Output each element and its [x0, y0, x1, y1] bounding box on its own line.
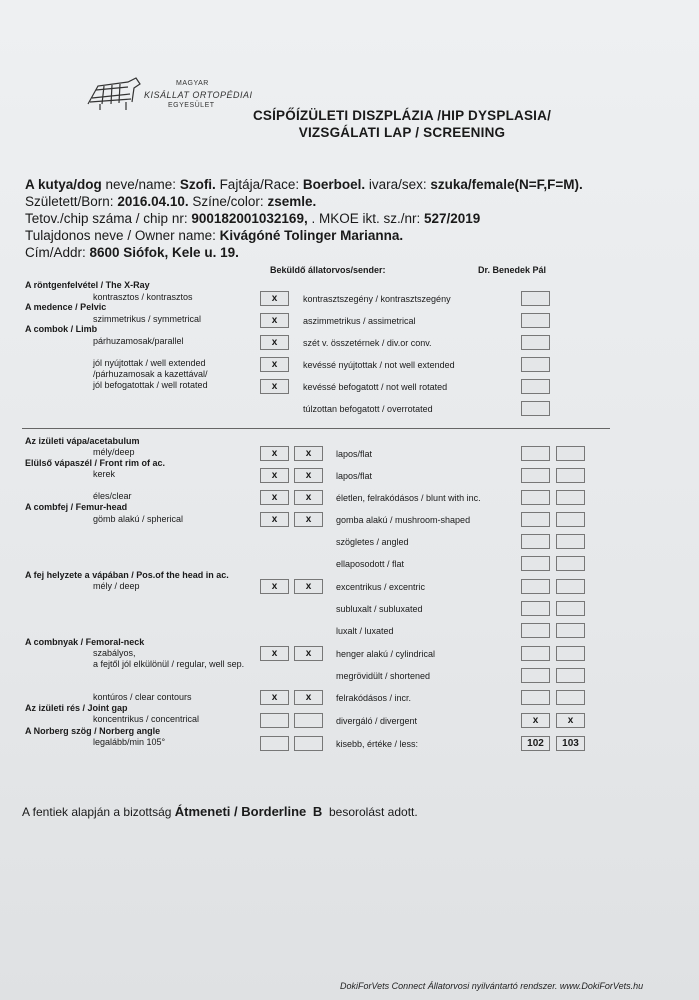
extended-sub-label: /párhuzamosak a kazettával/	[93, 369, 208, 379]
reviewer-box-symmetric[interactable]	[521, 313, 550, 328]
rev-sublux-left[interactable]	[521, 601, 550, 616]
conclusion-line	[22, 804, 418, 819]
logo-text-line1: MAGYAR	[176, 80, 209, 87]
address: 8600 Siófok, Kele u. 19.	[89, 245, 239, 260]
rev-ecc-left[interactable]	[521, 579, 550, 594]
excentric-label: excentrikus / excentric	[336, 582, 426, 592]
divergent-label: szét v. összetérnek / div.or conv.	[303, 338, 432, 348]
clear-contours-label: kontúros / clear contours	[93, 692, 192, 702]
flat-label: lapos/flat	[336, 449, 373, 459]
owner-line	[25, 228, 403, 243]
front-rim-heading: Elülső vápaszél / Front rim of ac.	[25, 458, 166, 468]
chip-label: Tetov./chip száma / chip nr:	[25, 211, 192, 226]
rev-blunt-left[interactable]	[521, 490, 550, 505]
angled-label: szögletes / angled	[336, 537, 409, 547]
chip-line	[25, 211, 480, 226]
footer-text: DokiForVets Connect Állatorvosi nyilvántartó rendszer. www.DokiForVets.hu	[340, 981, 644, 991]
dog-info-line	[25, 177, 583, 192]
norberg-value-right[interactable]: 103	[556, 736, 585, 751]
checkbox-rotated[interactable]: x	[260, 379, 289, 394]
flattened-label: ellaposodott / flat	[336, 559, 405, 569]
reviewer-box-extended[interactable]	[521, 357, 550, 372]
checkbox-contours-left[interactable]: x	[260, 690, 289, 705]
acetabulum-heading: Az izületi vápa/acetabulum	[25, 436, 140, 446]
rev-incr-left[interactable]	[521, 690, 550, 705]
rev-mush-right[interactable]	[556, 512, 585, 527]
clear-label: éles/clear	[93, 491, 132, 501]
checkbox-round-right[interactable]: x	[294, 468, 323, 483]
rev-divergent-right[interactable]: x	[556, 713, 585, 728]
checkbox-deep-left[interactable]: x	[260, 446, 289, 461]
reviewer-box-parallel[interactable]	[521, 335, 550, 350]
deep-label: mély/deep	[93, 447, 135, 457]
dog-sex: szuka/female(N=F,F=M).	[430, 177, 583, 192]
mushroom-label: gomba alakú / mushroom-shaped	[336, 515, 471, 525]
rotated-label: jól befogatottak / well rotated	[93, 380, 208, 390]
checkbox-deep-right[interactable]: x	[294, 446, 323, 461]
address-line	[25, 245, 239, 260]
femur-head-heading: A combfej / Femur-head	[25, 502, 128, 512]
joint-gap-heading: Az izületi rés / Joint gap	[25, 703, 128, 713]
rev-ecc-right[interactable]	[556, 579, 585, 594]
born-label: Született/Born:	[25, 194, 118, 209]
reviewer-box-overrotated[interactable]	[521, 401, 550, 416]
rev-flattened-left[interactable]	[521, 556, 550, 571]
femoral-neck-heading: A combnyak / Femoral-neck	[25, 637, 145, 647]
position-deep-label: mély / deep	[93, 581, 140, 591]
mkoe-number: 527/2019	[423, 211, 481, 226]
luxated-label: luxalt / luxated	[336, 626, 394, 636]
subluxated-label: subluxalt / subluxated	[336, 604, 423, 614]
xray-heading: A röntgenfelvétel / The X-Ray	[25, 280, 150, 290]
rev-flat-right[interactable]	[556, 446, 585, 461]
parallel-label: párhuzamosak/parallel	[93, 336, 184, 346]
norberg-less-label: kisebb, értéke / less:	[336, 739, 419, 749]
rev-mush-left[interactable]	[521, 512, 550, 527]
sender-column-header: Beküldő állatorvos/sender:	[270, 265, 386, 275]
dog-logo-icon	[84, 74, 144, 114]
logo-text-line3: EGYESÜLET	[168, 102, 215, 109]
checkbox-contrast[interactable]: x	[260, 291, 289, 306]
checkbox-gap-right[interactable]	[294, 713, 323, 728]
rev-flattened-right[interactable]	[556, 556, 585, 571]
dog-label: A kutya/dog	[25, 177, 102, 192]
rev-short-right[interactable]	[556, 668, 585, 683]
logo-text-line2: KISÁLLAT ORTOPÉDIAI	[144, 90, 253, 100]
mkoe-label: . MKOE ikt. sz./nr:	[307, 211, 424, 226]
checkbox-gap-left[interactable]	[260, 713, 289, 728]
reviewer-box-contrast[interactable]	[521, 291, 550, 306]
checkbox-norberg-left[interactable]	[260, 736, 289, 751]
born-date: 2016.04.10.	[117, 194, 189, 209]
name-label: neve/name:	[101, 177, 180, 192]
form-title-line2: VIZSGÁLATI LAP / SCREENING	[298, 125, 506, 140]
rev-flat-left[interactable]	[521, 446, 550, 461]
rev-short-left[interactable]	[521, 668, 550, 683]
extended-label: jól nyújtottak / well extended	[93, 358, 206, 368]
dog-race: Boerboel.	[302, 177, 366, 192]
concentric-label: koncentrikus / concentrical	[93, 714, 200, 724]
rev-angled-left[interactable]	[521, 534, 550, 549]
rev-rim-right[interactable]	[556, 468, 585, 483]
born-line	[25, 194, 316, 209]
rev-rim-left[interactable]	[521, 468, 550, 483]
low-contrast-label: kontrasztszegény / kontrasztszegény	[303, 294, 451, 304]
rev-angled-right[interactable]	[556, 534, 585, 549]
conclusion-suffix: besorolást adott.	[328, 805, 418, 819]
incr-label: felrakódásos / incr.	[336, 693, 412, 703]
checkbox-position-left[interactable]: x	[260, 579, 289, 594]
rim-flat-label: lapos/flat	[336, 471, 373, 481]
norberg-heading: A Norberg szög / Norberg angle	[25, 726, 161, 736]
checkbox-extended[interactable]: x	[260, 357, 289, 372]
spherical-label: gömb alakú / spherical	[93, 514, 184, 524]
rev-lux-left[interactable]	[521, 623, 550, 638]
addr-label: Cím/Addr:	[25, 245, 90, 260]
checkbox-clear-left[interactable]: x	[260, 490, 289, 505]
dog-name: Szofi.	[179, 177, 216, 192]
gap-divergent-label: divergáló / divergent	[336, 716, 418, 726]
checkbox-neck-right[interactable]: x	[294, 646, 323, 661]
section-divider	[22, 428, 610, 429]
conclusion-prefix: A fentiek alapján a bizottság	[22, 805, 175, 819]
symmetric-label: szimmetrikus / symmetrical	[93, 314, 202, 324]
rev-sublux-right[interactable]	[556, 601, 585, 616]
rev-lux-right[interactable]	[556, 623, 585, 638]
shortened-label: megrövidült / shortened	[336, 671, 431, 681]
checkbox-round-left[interactable]: x	[260, 468, 289, 483]
not-extended-label: kevéssé nyújtottak / not well extended	[303, 360, 455, 370]
blunt-label: életlen, felrakódásos / blunt with inc.	[336, 493, 481, 503]
head-position-heading: A fej helyzete a vápában / Pos.of the head in ac.	[25, 570, 229, 580]
reviewer-column-header: Dr. Benedek Pál	[478, 265, 547, 275]
checkbox-neck-left[interactable]: x	[260, 646, 289, 661]
well-separated-label: a fejtől jól elkülönül / regular, well sep.	[93, 659, 245, 669]
grade-text: Átmeneti / Borderline	[174, 804, 307, 819]
pelvic-heading: A medence / Pelvic	[25, 302, 107, 312]
owner-name: Kivágóné Tolinger Marianna.	[219, 228, 404, 243]
rev-cyl-left[interactable]	[521, 646, 550, 661]
cylindrical-label: henger alakú / cylindrical	[336, 649, 436, 659]
contrast-label: kontrasztos / kontrasztos	[93, 292, 193, 302]
checkbox-contours-right[interactable]: x	[294, 690, 323, 705]
dog-color: zsemle.	[267, 194, 317, 209]
norberg-value-left[interactable]: 102	[521, 736, 550, 751]
rev-divergent-left[interactable]: x	[521, 713, 550, 728]
round-label: kerek	[93, 469, 116, 479]
race-label: Fajtája/Race:	[215, 177, 303, 192]
checkbox-norberg-right[interactable]	[294, 736, 323, 751]
checkbox-parallel[interactable]: x	[260, 335, 289, 350]
checkbox-position-right[interactable]: x	[294, 579, 323, 594]
not-rotated-label: kevéssé befogatott / not well rotated	[303, 382, 448, 392]
checkbox-spherical-left[interactable]: x	[260, 512, 289, 527]
reviewer-box-rotated[interactable]	[521, 379, 550, 394]
norberg-min-label: legalább/min 105°	[93, 737, 166, 747]
rev-blunt-right[interactable]	[556, 490, 585, 505]
checkbox-clear-right[interactable]: x	[294, 490, 323, 505]
checkbox-spherical-right[interactable]: x	[294, 512, 323, 527]
sex-label: ivara/sex:	[365, 177, 431, 192]
overrotated-label: túlzottan befogatott / overrotated	[303, 404, 433, 414]
limb-heading: A combok / Limb	[25, 324, 98, 334]
regular-label: szabályos,	[93, 648, 136, 658]
rev-incr-right[interactable]	[556, 690, 585, 705]
form-title-line1: CSÍPŐÍZÜLETI DISZPLÁZIA /HIP DYSPLASIA/	[252, 108, 552, 123]
rev-cyl-right[interactable]	[556, 646, 585, 661]
asymmetric-label: aszimmetrikus / assimetrical	[303, 316, 416, 326]
chip-number: 900182001032169,	[191, 211, 308, 226]
grade-letter: B	[312, 804, 323, 819]
owner-label: Tulajdonos neve / Owner name:	[25, 228, 220, 243]
color-label: Színe/color:	[188, 194, 268, 209]
checkbox-symmetric[interactable]: x	[260, 313, 289, 328]
